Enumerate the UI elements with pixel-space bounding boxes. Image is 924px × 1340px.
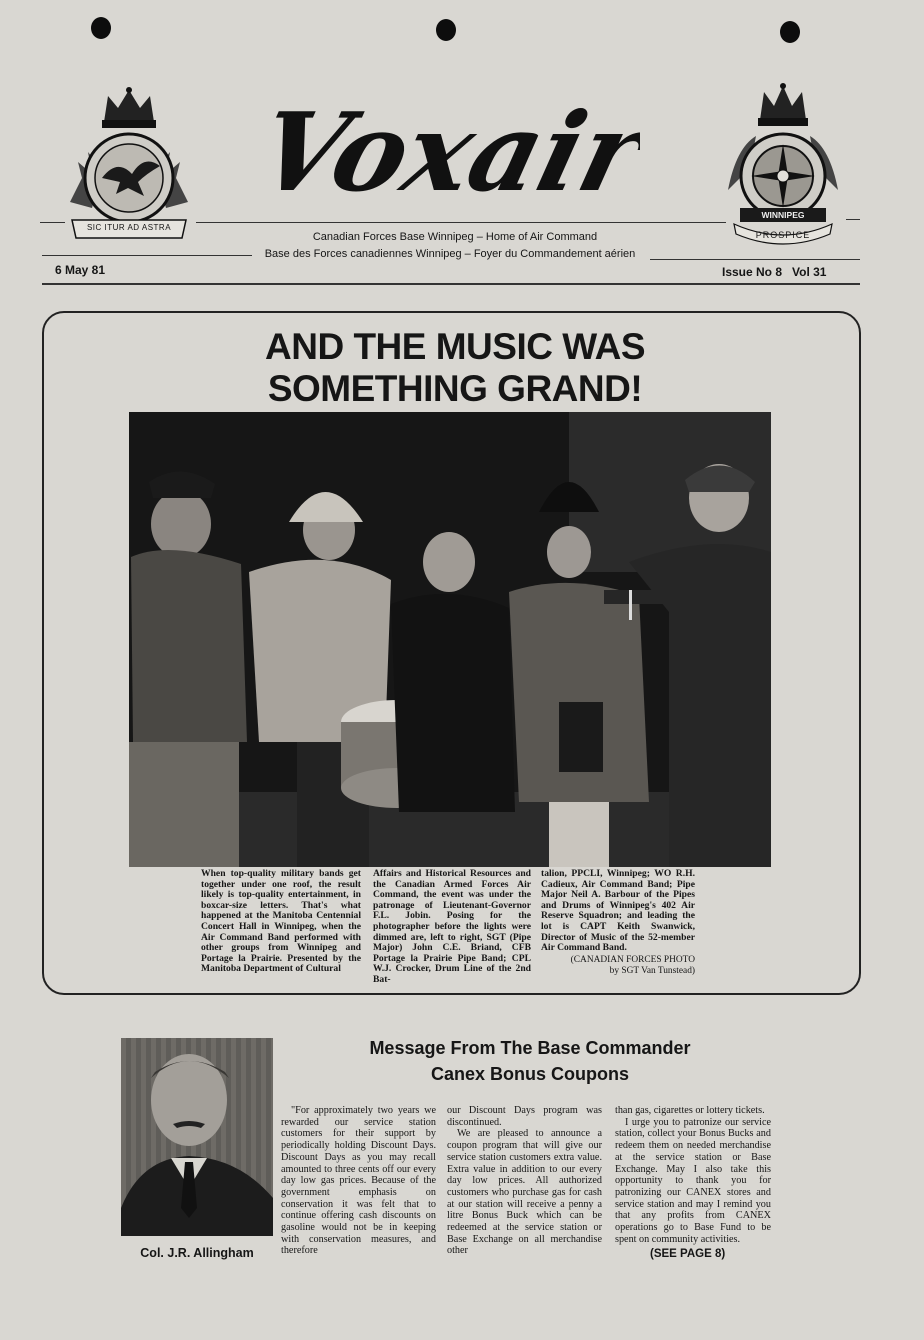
caption-column-2: Affairs and Historical Resources and the Canadian Armed Forces Air Command, the event was under the patronage of Lieutenant-Governor F.L. Jobin. Posing for the photographer before the lights were dimmed are, left to right, SGT (Pipe Major) John C.E. Briand, CFB Portage la Prairie Pipe Band; CPL W.J. Crocker, Drum Line of the 2nd Bat-	[373, 868, 531, 985]
portrait-caption: Col. J.R. Allingham	[140, 1246, 254, 1260]
message-column-2: our Discount Days program was discontinued. We are pleased to announce a coupon program that will give our service station customers extra value. Extra value in addition to our every day low prices. All authorized customers who purchase gas for cash at our station will receive a penny a litre Bonus Buck which can be redeemed at the service station or Base Exchange on all merchandise other	[447, 1105, 602, 1257]
masthead-logo	[270, 78, 640, 228]
message-column-1: "For approximately two years we rewarded our service station customers for their support by periodically holding Discount Days. Discount Days as you may recall amounted to three cents off our every day low gas prices. Because of the government emphasis on conservation it was felt that to continue offering cash discounts on gasoline would not be in keeping with conservation measures, and therefore	[281, 1105, 436, 1257]
headline-line-2: SOMETHING GRAND!	[267, 368, 643, 409]
photo-credit: (CANADIAN FORCES PHOTO by SGT Van Tunstead)	[570, 955, 695, 976]
caption-column-3: talion, PPCLI, Winnipeg; WO R.H. Cadieux, Air Command Band; Pipe Major Neil A. Barbour of the Pipes and Drums of Winnipeg's 402 Air Reserve Squadron; and leading the lot is CAPT Keith Swanwick, Director of Music of the 52-member Air Command Band.	[541, 868, 695, 954]
crest-motto: SIC ITUR AD ASTRA	[86, 223, 172, 232]
issue-volume: Issue No 8 Vol 31	[722, 265, 827, 279]
band-photo	[129, 412, 771, 867]
cfb-winnipeg-crest	[722, 78, 844, 246]
punch-hole-left	[91, 17, 111, 39]
air-command-crest	[62, 82, 196, 244]
crest-banner-label: WINNIPEG	[761, 210, 805, 220]
punch-hole-right	[780, 21, 800, 43]
message-title-line-2: Canex Bonus Coupons	[430, 1064, 629, 1084]
issue-date: 6 May 81	[55, 263, 106, 277]
masthead-logo-text: Voxair	[270, 88, 640, 216]
masthead-tagline-en: Canadian Forces Base Winnipeg – Home of Air Command	[312, 231, 598, 243]
see-page-note: (SEE PAGE 8)	[650, 1248, 726, 1260]
caption-column-1: When top-quality military bands get together under one roof, the result likely is top-quality entertainment, in boxcar-size letters. That's what happened at the Manitoba Centennial Concert Hall in Winnipeg, when the Air Command Band performed with other groups from Winnipeg and Portage la Prairie. Presented by the Manitoba Department of Cultural	[201, 868, 361, 975]
message-title-line-1: Message From The Base Commander	[369, 1038, 691, 1058]
commander-portrait	[121, 1038, 273, 1236]
crest-motto-right: PROSPICE	[755, 230, 811, 240]
headline-line-1: AND THE MUSIC WAS	[265, 326, 645, 367]
punch-hole-center	[436, 19, 456, 41]
masthead-tagline-fr: Base des Forces canadiennes Winnipeg – Foyer du Commandement aérien	[264, 248, 636, 260]
message-column-3: than gas, cigarettes or lottery tickets. I urge you to patronize our service station, collect your Bonus Bucks and redeem them on needed merchandise at the service station or Base Exchange. May I also take this opportunity to thank you for patronizing our CANEX stores and service station and may I remind you that any profits from CANEX operations go to Base Fund to be spent on community activities.	[615, 1105, 771, 1245]
feature-headline	[130, 326, 780, 410]
message-title	[290, 1035, 770, 1087]
